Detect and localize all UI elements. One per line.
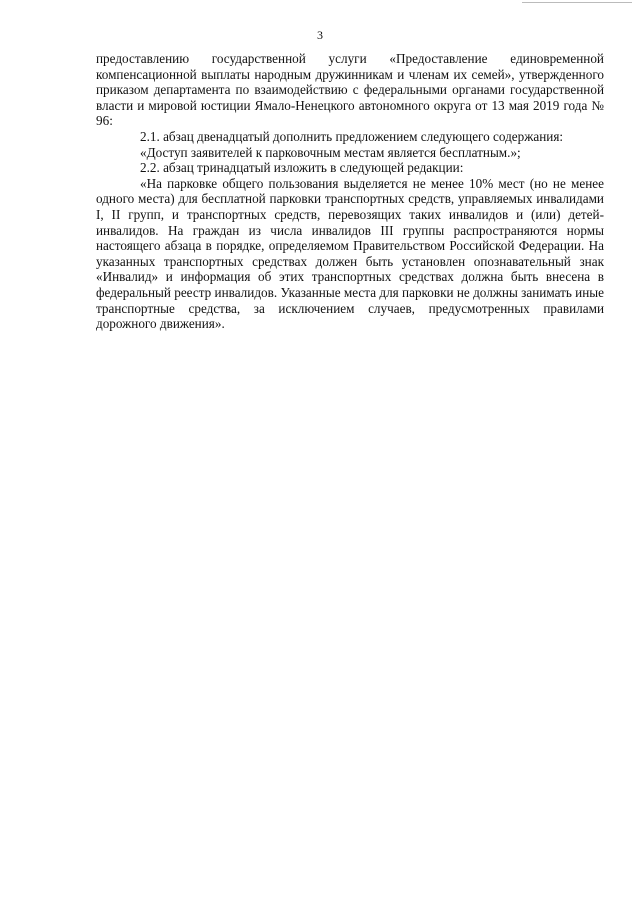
document-body bbox=[96, 51, 604, 332]
page-number: 3 bbox=[317, 28, 323, 42]
scan-edge-line bbox=[522, 2, 632, 3]
paragraph-item-2-1: 2.1. абзац двенадцатый дополнить предложением следующего содержания: bbox=[140, 128, 564, 144]
paragraph-regulation-reference: предоставлению государственной услуги «Предоставление единовременной компенсационной выплаты народным дружинникам и членам их семей», утвержденного приказом департамента по взаимодействию с федеральными органами государственной власти и мировой юстиции Ямало-Ненецкого автономного округа от 13 мая 2019 года № 96: bbox=[96, 51, 604, 129]
paragraph-item-2-2-text: «На парковке общего пользования выделяется не менее 10% мест (но не менее одного места) для бесплатной парковки транспортных средств, управляемых инвалидами I, II групп, и транспортных средств, перевозящих таких инвалидов и (или) детей-инвалидов. На граждан из числа инвалидов III группы распространяются нормы настоящего абзаца в порядке, определяемом Правительством Российской Федерации. На указанных транспортных средствах должен быть установлен опознавательный знак «Инвалид» и информация об этих транспортных средствах должна быть внесена в федеральный реестр инвалидов. Указанные места для парковки не должны занимать иные транспортные средства, за исключением случаев, предусмотренных правилами дорожного движения». bbox=[96, 175, 604, 332]
paragraph-item-2-2: 2.2. абзац тринадцатый изложить в следующей редакции: bbox=[140, 160, 464, 176]
paragraph-item-2-1-text: «Доступ заявителей к парковочным местам является бесплатным.»; bbox=[140, 144, 521, 160]
